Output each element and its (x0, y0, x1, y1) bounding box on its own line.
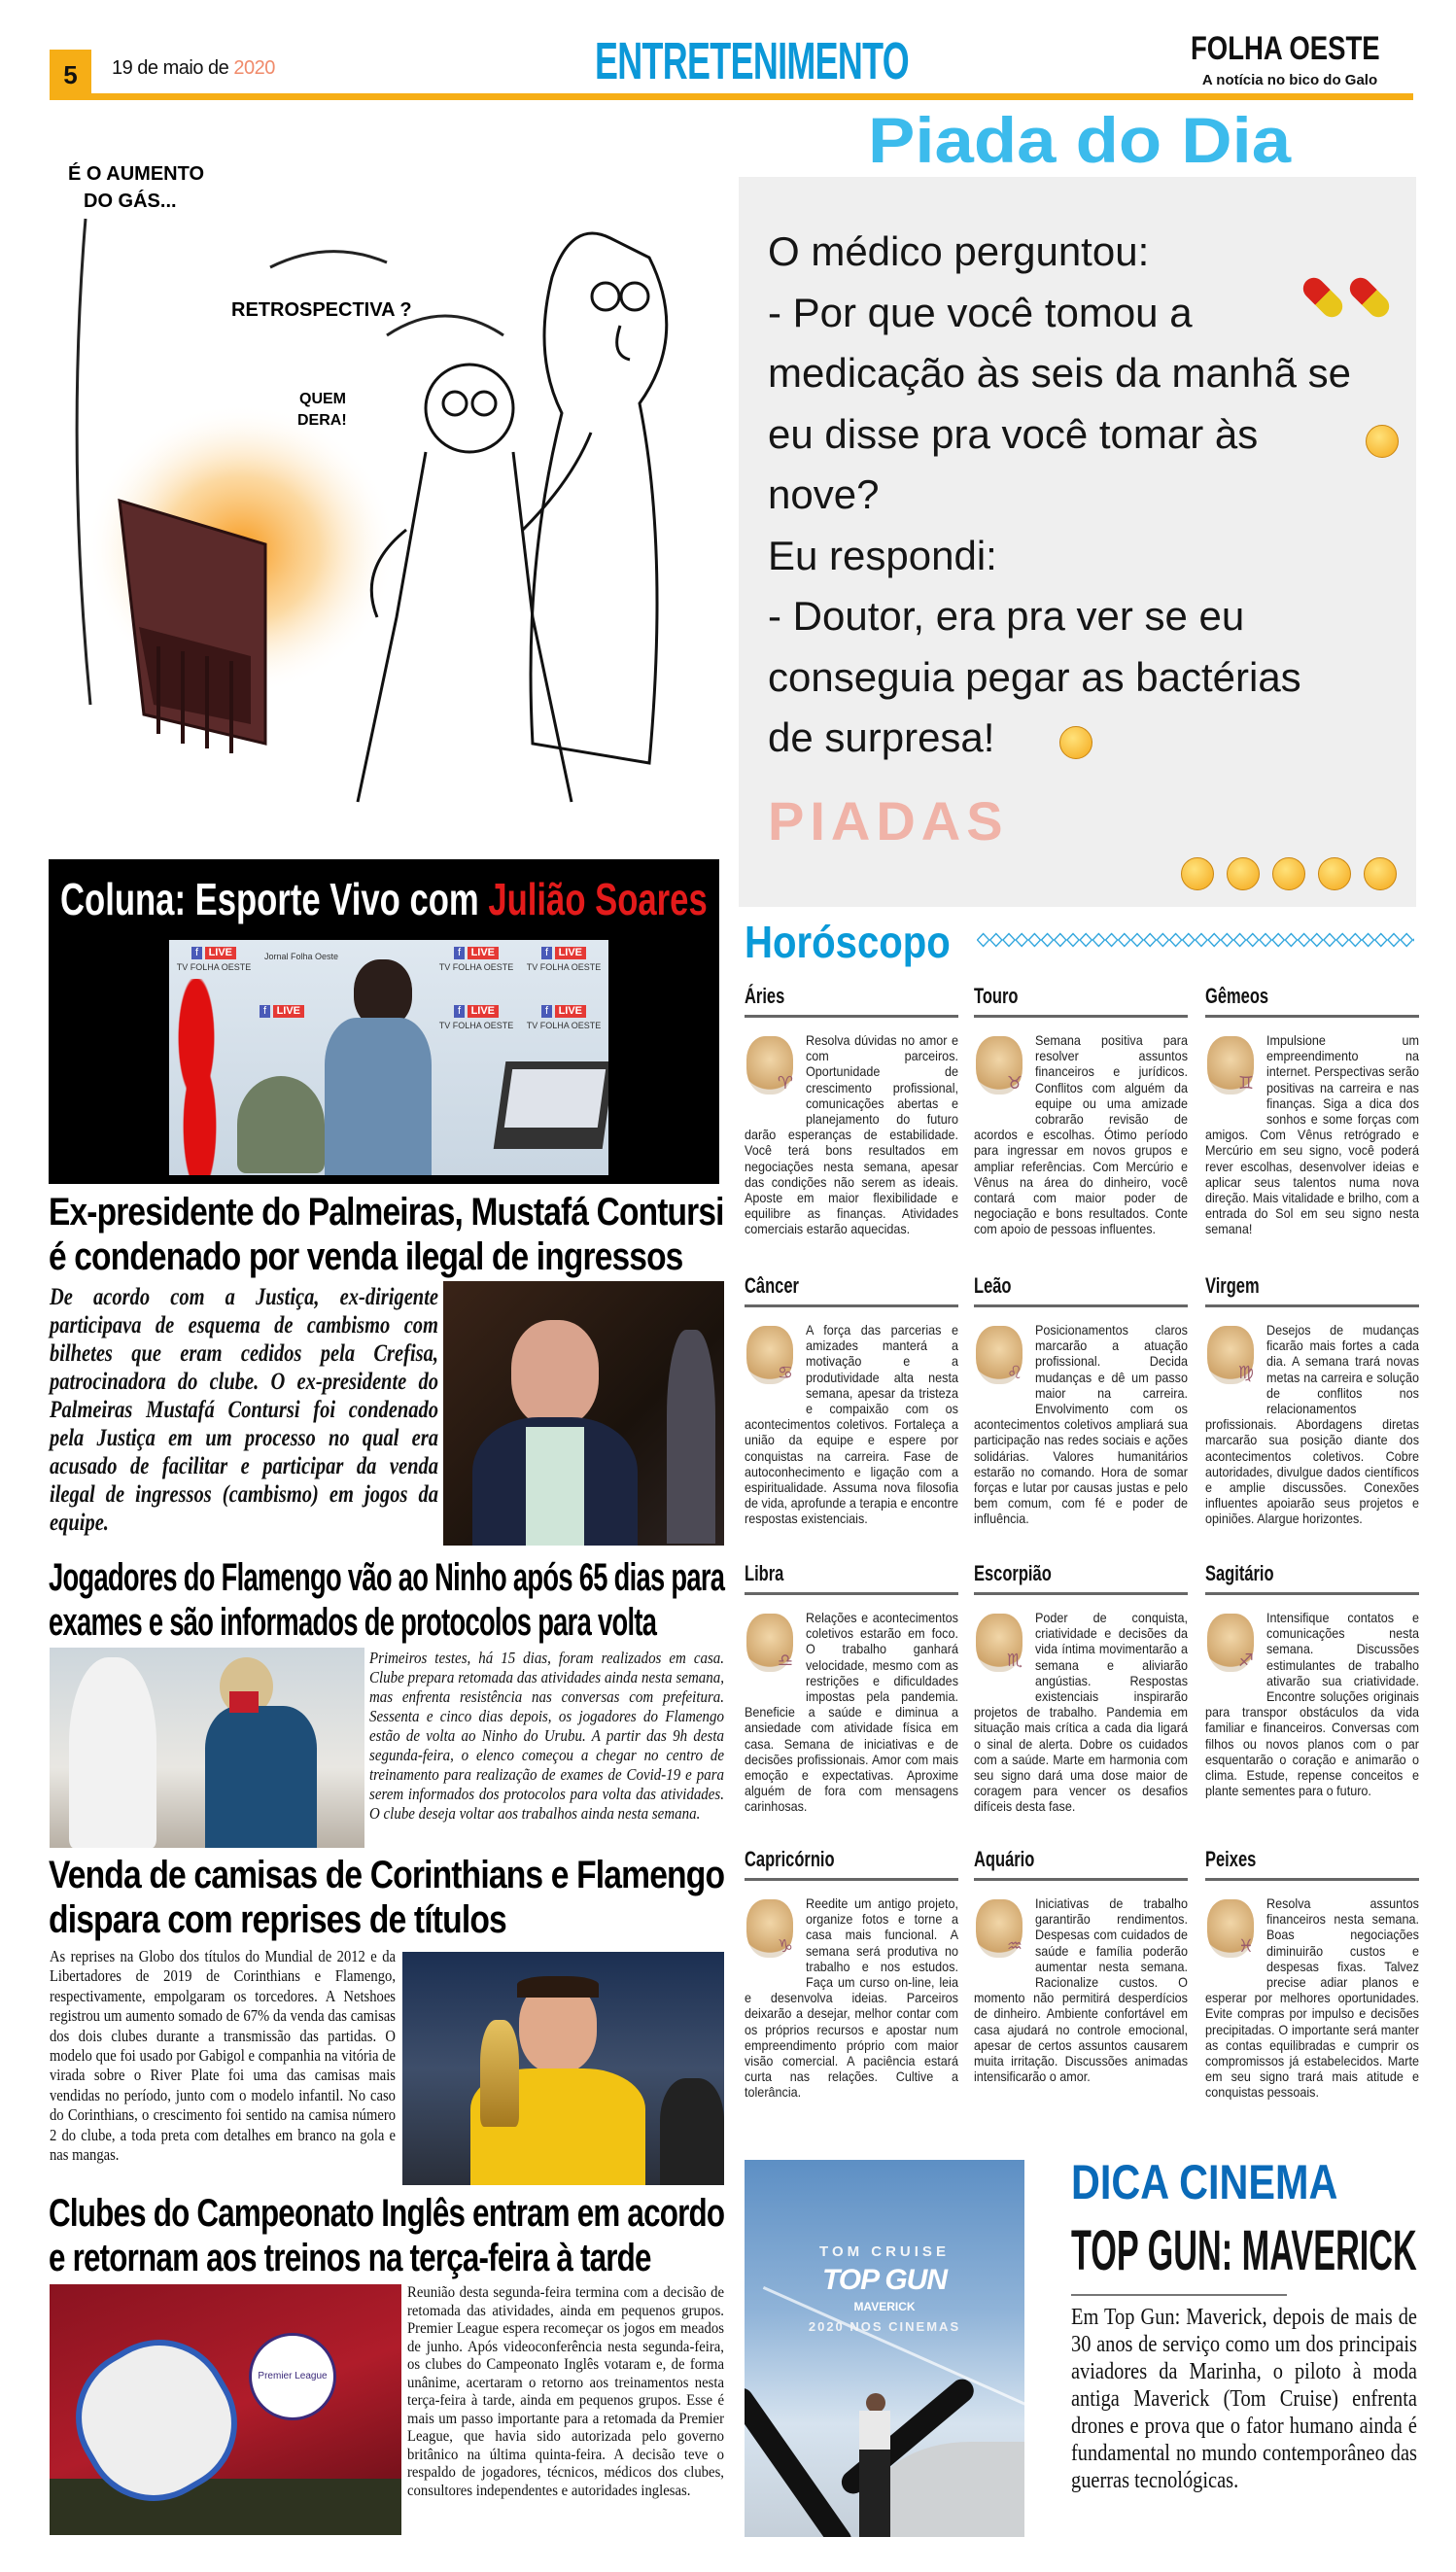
horoscope-sign (974, 1273, 1188, 1527)
joke-section-title (868, 103, 1291, 177)
laughing-face-icon (1227, 857, 1260, 890)
sign-underline (1205, 1878, 1419, 1881)
date-year: 2020 (233, 57, 275, 79)
movie-synopsis (1071, 2304, 1417, 2494)
horoscope-sign (1205, 1847, 1419, 2101)
sign-name: Libra (745, 1561, 784, 1585)
article-photo (50, 2284, 401, 2535)
diamond-border-decoration (977, 932, 1414, 948)
sign-name: Aquário (974, 1847, 1035, 1871)
sign-name: Capricórnio (745, 1847, 835, 1871)
horoscope-sign (1205, 1561, 1419, 1799)
joke-watermark: PIADAS (768, 790, 1009, 852)
zodiac-4-icon: ♌ (976, 1326, 1023, 1384)
sign-text: Resolva assuntos financeiros nesta semana. Boas negociações diminuirão custos e despesas fixas. Talvez precise adiar planos e esperar por melhores oportunidades. Evite compras por impulso e decisões precipitadas. O importante será manter as contas equilibradas e cumprir os compromissos já estabelecidos. Marte em seu signo trará mais atitude e conquistas pessoais. (1205, 1895, 1419, 2101)
sign-name: Touro (974, 984, 1019, 1008)
header-rule (50, 93, 1413, 100)
laughing-face-icon (1181, 857, 1214, 890)
sign-name: Peixes (1205, 1847, 1257, 1871)
brand-tagline: A notícia no bico do Galo (1201, 72, 1378, 88)
cartoon-caption-1: É O AUMENTO DO GÁS... (68, 163, 205, 212)
joke-line: nove? (768, 471, 880, 517)
laughing-face-icon (1318, 857, 1351, 890)
joke-line: O médico perguntou: (768, 228, 1150, 274)
sign-underline (1205, 1592, 1419, 1595)
joke-line: medicação às seis da manhã se (768, 350, 1351, 396)
horoscope-title-text: Horóscopo (745, 917, 951, 967)
backdrop-tile: f LIVE TV FOLHA OESTE (438, 1005, 514, 1030)
cartoon-illustration (66, 160, 727, 831)
poster-release: 2020 NOS CINEMAS (808, 2319, 961, 2334)
cinema-section-text: DICA CINEMA (1071, 2155, 1338, 2209)
zodiac-6-icon: ♎ (746, 1614, 793, 1672)
sign-text: Reedite um antigo projeto, organize fotos e torne a casa mais funcional. A semana será produtiva no trabalho e nos estudos. Faça um curso on-line, leia e desenvolva ideias. Parceiros deixarão a desejar, melhor contar com os próprios recursos e apostar num empreendimento próprio com maior visão comercial. A paciência estará curta nas relações. Cultive a tolerância. (745, 1895, 958, 2101)
sign-text: Resolva dúvidas no amor e com parceiros. Oportunidade de crescimento profissional, comunicações abertas e planejamento do futuro darão esperanças de estabilidade. Você terá bons resultados em negociações nesta semana, apesar das condições não serem as ideais. Aposte em maior flexibilidade e equilibre as finanças. Atividades comerciais estarão aquecidas. (745, 1032, 958, 1237)
sign-text: Semana positiva para resolver assuntos financeiros e jurídicos. Conflitos com alguém da equipe ou uma amizade cobrarão revisão de acordos e escolhas. Ótimo período para ingressar em novos grupos e ampliar referências. Com Mercúrio e Vênus na área do dinheiro, você contará com maior poder de negociação e bons resultados. Conte com apoio de pessoas influentes. (974, 1032, 1188, 1237)
sign-text: Intensifique contatos e comunicações nesta semana. Discussões estimulantes de trabalho ativarão sua criatividade. Encontre soluções originais para transpor obstáculos da vida familiar e financeiros. Conversas com filhos ou novos planos com o par esquentarão o coração e animarão o clima. Estude, repense conceitos e plante sementes para o futuro. (1205, 1610, 1419, 1799)
article-body-text: As reprises na Globo dos títulos do Mundial de 2012 e da Libertadores de 2019 de Corinthians e Flamengo, respectivamente, empolgaram os torcedores. A Netshoes registrou um aumento somado de 67% da venda das camisas dos dois clubes durante a transmissão das partidas. O modelo que foi usado por Gabigol e companhia na vitória de virada sobre o River Plate foi uma das camisas mais vendidas no período, junto com o modelo infantil. No caso do Corinthians, o crescimento foi sentido na camisa número 2 do clube, a toda preta com detalhes em branco na gola e nas mangas. (50, 1947, 396, 2165)
backdrop-tile: f LIVE TV FOLHA OESTE (176, 947, 252, 972)
sign-underline (745, 1015, 958, 1018)
sign-name: Câncer (745, 1273, 799, 1298)
sign-name: Sagitário (1205, 1561, 1274, 1585)
sign-name: Virgem (1205, 1273, 1260, 1298)
article-photo (50, 1648, 364, 1848)
horoscope-sign (1205, 984, 1419, 1237)
sign-text: Poder de conquista, criatividade e decisões da vida íntima movimentarão a semana e aliviarão angústias. Respostas existenciais inspirarão projetos de trabalho. Pandemia em situação mais crítica a cada dia ligará o sinal de alerta. Dobre os cuidados com a saúde. Marte em harmonia com seu signo dará uma dose maior de coragem para vencer os desafios difíceis desta fase. (974, 1610, 1188, 1815)
sign-text: A força das parcerias e amizades manterá a motivação e a produtividade alta nesta semana, apesar da tristeza e compaixão com os acontecimentos coletivos. Fortaleça a união da equipe e espere por conquistas na carreira. Fase de autoconhecimento e ligação com a espiritualidade. Assuma nova filosofia de vida, aprofunde a terapia e encontre respostas existenciais. (745, 1322, 958, 1527)
joke-line: Eu respondi: (768, 532, 997, 578)
article-body (50, 1283, 438, 1537)
zodiac-9-icon: ♑ (746, 1899, 793, 1958)
article-photo (443, 1281, 724, 1546)
cinema-section-title (1071, 2154, 1337, 2210)
zodiac-8-icon: ♐ (1207, 1614, 1254, 1672)
joke-line: eu disse pra você tomar às (768, 410, 1259, 457)
horoscope-sign (745, 1273, 958, 1527)
zodiac-7-icon: ♏ (976, 1614, 1023, 1672)
brand-logo (1191, 29, 1380, 68)
divider (1071, 2294, 1287, 2296)
joke-panel (739, 177, 1416, 907)
zodiac-10-icon: ♒ (976, 1899, 1023, 1958)
horoscope-sign (745, 984, 958, 1237)
movie-synopsis-text: Em Top Gun: Maverick, depois de mais de 30 anos de serviço como um dos principais aviadores da Marinha, o piloto à moda antiga Maverick (Tom Cruise) enfrenta drones e prova que o fator humano ainda é fundamental no mundo contemporâneo das guerras tecnológicas. (1071, 2305, 1417, 2493)
sign-text: Iniciativas de trabalho garantirão rendimentos. Despesas com cuidados de saúde e família poderão aumentar nesta semana. Racionalize custos. O momento não permitirá desperdícios de dinheiro. Ambiente confortável em casa ajudará no controle emocional, apesar de certos assuntos causarem muita irritação. Discussões animadas intensificarão o amor. (974, 1895, 1188, 2085)
pill-icon (1345, 273, 1393, 321)
zodiac-5-icon: ♍ (1207, 1326, 1254, 1384)
poster-logo-sub: MAVERICK (853, 2300, 916, 2313)
sign-name: Escorpião (974, 1561, 1052, 1585)
zodiac-2-icon: ♊ (1207, 1036, 1254, 1095)
sign-text: Relações e acontecimentos coletivos estarão em foco. O trabalho ganhará velocidade, mesmo com as restrições e dificuldades impostas pela pandemia. Beneficie a saúde e diminua a ansiedade com atividade física em casa. Semana de iniciativas e de decisões profissionais. Amor com mais emoção e expectativas. Aproxime alguém de fora com mensagens carinhosas. (745, 1610, 958, 1815)
horoscope-sign (974, 984, 1188, 1237)
sign-name: Áries (745, 984, 785, 1008)
sign-underline (745, 1592, 958, 1595)
horoscope-sign (974, 1561, 1188, 1815)
movie-title-text: TOP GUN: MAVERICK (1071, 2219, 1417, 2282)
laughing-face-icon (1364, 857, 1397, 890)
cartoon-caption-3: QUEM DERA! (297, 391, 347, 429)
backdrop-tile: f LIVE TV FOLHA OESTE (526, 1005, 602, 1030)
laughing-face-icon (1272, 857, 1305, 890)
column-title-text: Coluna: Esporte Vivo com (60, 874, 489, 924)
sign-underline (1205, 1015, 1419, 1018)
horoscope-title (745, 916, 951, 968)
page-number: 5 (50, 50, 91, 93)
horoscope-sign (745, 1561, 958, 1815)
zodiac-11-icon: ♓ (1207, 1899, 1254, 1958)
horoscope-sign (745, 1847, 958, 2101)
movie-title (1071, 2218, 1417, 2284)
section-title (595, 31, 909, 91)
horoscope-sign (1205, 1273, 1419, 1527)
article-headline: Venda de camisas de Corinthians e Flamengo dispara com reprises de títulos (49, 1854, 725, 1941)
article-headline: Jogadores do Flamengo vão ao Ninho após 65 dias para exames e são informados de protocolos para volta (49, 1556, 725, 1644)
poster-actor: TOM CRUISE (819, 2243, 950, 2260)
article-headline: Ex-presidente do Palmeiras, Mustafá Contursi é condenado por venda ilegal de ingressos (49, 1191, 724, 1278)
zodiac-1-icon: ♉ (976, 1036, 1023, 1095)
article-body (369, 1649, 724, 1824)
column-banner (49, 859, 719, 1184)
joke-line: - Por que você tomou a (768, 289, 1193, 335)
sign-text: Impulsione um empreendimento na internet. Perspectivas serão positivas na carreira e nas finanças. Siga a dica dos sonhos e some forças com amigos. Com Vênus retrógrado e Mercúrio em seu signo, você poderá rever escolhas, desenvolver ideias e aplicar seus talentos numa nova direção. Mais vitalidade e brilho, com a entrada do Sol em seu signo nesta semana! (1205, 1032, 1419, 1237)
joke-text (768, 222, 1351, 769)
joke-line: de surpresa! (768, 714, 995, 760)
issue-date (112, 56, 275, 80)
poster-logo: TOP GUN (821, 2264, 947, 2296)
sign-name: Leão (974, 1273, 1012, 1298)
sign-name: Gêmeos (1205, 984, 1269, 1008)
sign-text: Posicionamentos claros marcarão a atuação profissional. Decida mudanças e dê um passo maior na carreira. Envolvimento com os acontecimentos coletivos ampliará sua participação nas redes sociais e ações solidárias. Valores humanitários estarão no comando. Hora de somar forças e lutar por causas justas e pelo bem comum, com fé e poder de influência. (974, 1322, 1188, 1527)
premier-league-badge: Premier League (249, 2333, 336, 2420)
joke-line: - Doutor, era pra ver se eu (768, 593, 1245, 639)
backdrop-tile: f LIVE TV FOLHA OESTE (526, 947, 602, 972)
columnist-photo (169, 940, 608, 1175)
cartoon-drawing (66, 160, 727, 831)
sign-underline (1205, 1304, 1419, 1307)
cartoon-caption-2: RETROSPECTIVA ? (231, 299, 412, 321)
column-author: Julião Soares (488, 874, 708, 924)
article-headline: Clubes do Campeonato Inglês entram em acordo e retornam aos treinos na terça-feira à tarde (49, 2192, 725, 2279)
column-title (60, 873, 708, 925)
article-photo (402, 1952, 724, 2185)
backdrop-tile: f LIVE TV FOLHA OESTE (438, 947, 514, 972)
sign-underline (745, 1878, 958, 1881)
sign-underline (974, 1878, 1188, 1881)
sign-underline (974, 1304, 1188, 1307)
article-body-text: Reunião desta segunda-feira termina com a decisão de retomada das atividades, ainda em pequenos grupos. Premier League espera recomeçar os jogos em meados de junho. Após videoconferência nesta segunda-feira, os clubes do Campeonato Inglês votaram e, de forma unânime, acertaram o retorno aos treinamentos nesta terça-feira à tarde, ainda em pequenos grupos. Esse é mais um passo importante para a retomada da Premier League, que havia sido autorizada pelo governo britânico na última quinta-feira. A decisão teve o respaldo de jogadores, técnicos, médicos dos clubes, consultores independentes e autoridades inglesas. (407, 2284, 724, 2499)
sign-underline (745, 1304, 958, 1307)
sign-text: Desejos de mudanças ficarão mais fortes a cada dia. A semana trará novas metas na carreira e solução de conflitos nos relacionamentos profissionais. Abordagens diretas marcarão sua posição diante dos acontecimentos coletivos. Cobre autoridades, divulgue dados científicos e amplie discussões. Conexões influentes apoiarão seus projetos e opiniões. Alargue horizontes. (1205, 1322, 1419, 1527)
backdrop-tile: f LIVE (239, 1000, 325, 1055)
sign-underline (974, 1015, 1188, 1018)
movie-poster (745, 2160, 1024, 2537)
brand-name: FOLHA OESTE (1191, 30, 1380, 67)
zodiac-3-icon: ♋ (746, 1326, 793, 1384)
horoscope-sign (974, 1847, 1188, 2085)
joke-title-text: Piada do Dia (868, 104, 1292, 176)
flushed-face-icon (1366, 425, 1399, 458)
zodiac-0-icon: ♈ (746, 1036, 793, 1095)
section-title-text: ENTRETENIMENTO (595, 32, 910, 90)
date-text: 19 de maio de (112, 57, 234, 79)
article-body (50, 1947, 396, 2165)
joke-line: conseguia pegar as bactérias (768, 653, 1301, 700)
article-body (407, 2284, 724, 2500)
article-body-text: Primeiros testes, há 15 dias, foram realizados em casa. Clube prepara retomada das atividades ainda nesta semana, mas enfrenta resistência nas conversas com prefeitura. Sessenta e cinco dias depois, os jogadores do Flamengo estão de volta ao Ninho do Urubu. A partir das 9h desta segunda-feira, o elenco começou a chegar no centro de treinamento para realização de exames de Covid-19 e para serem informados dos protocolos para volta das atividades. O clube deseja voltar aos trabalhos ainda nesta semana. (369, 1649, 724, 1823)
backdrop-tile: Jornal Folha Oeste (263, 952, 339, 961)
sign-underline (974, 1592, 1188, 1595)
article-body-text: De acordo com a Justiça, ex-dirigente participava de esquema de cambismo com bilhetes que eram cedidos pela Crefisa, patrocinadora do clube. O ex-presidente do Palmeiras Mustafá Contursi foi condenado pela Justiça em um processo no qual era acusado de facilitar e participar da venda ilegal de ingressos (cambismo) em jogos da equipe. (50, 1284, 438, 1536)
